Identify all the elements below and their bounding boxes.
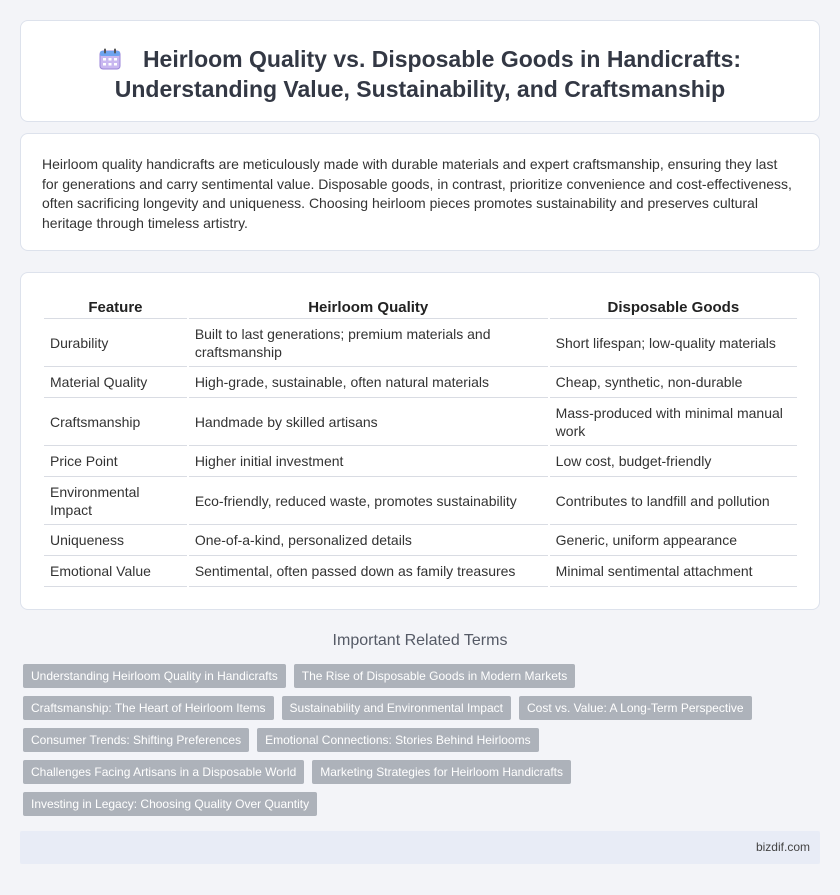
intro-paragraph: Heirloom quality handicrafts are meticulously made with durable materials and expert craftsmanship, ensuring they last for generations and carry sentimental value. Disposable goods, in contrast, prioritize convenience and cost-effectiveness, often sacrificing longevity and uniqueness. Choosing heirloom pieces promotes sustainability and preserves cultural heritage through timeless artistry. (42, 156, 792, 231)
heirloom-cell: High-grade, sustainable, often natural materials (189, 367, 548, 398)
feature-cell: Emotional Value (44, 556, 187, 587)
heirloom-cell: One-of-a-kind, personalized details (189, 525, 548, 556)
table-row (44, 525, 797, 556)
feature-cell: Material Quality (44, 367, 187, 398)
related-term-tag[interactable]: Cost vs. Value: A Long-Term Perspective (519, 696, 752, 720)
related-term-tag[interactable]: Challenges Facing Artisans in a Disposable World (23, 760, 304, 784)
title-card (20, 20, 820, 122)
title-line-2: Understanding Value, Sustainability, and Craftsmanship (114, 76, 726, 102)
feature-cell: Durability (44, 319, 187, 367)
title-line-1: Heirloom Quality vs. Disposable Goods in Handicrafts: (142, 46, 742, 72)
comparison-table (42, 296, 799, 587)
disposable-cell: Low cost, budget-friendly (550, 446, 797, 477)
heirloom-cell: Built to last generations; premium materials and craftsmanship (189, 319, 548, 367)
intro-card (20, 133, 820, 251)
related-term-tag[interactable]: Investing in Legacy: Choosing Quality Over Quantity (23, 792, 317, 816)
heirloom-cell: Handmade by skilled artisans (189, 398, 548, 446)
footer-site-link[interactable]: bizdif.com (755, 840, 810, 854)
table-header-row (44, 296, 797, 319)
header-heirloom: Heirloom Quality (189, 296, 548, 319)
table-row (44, 556, 797, 587)
table-row (44, 367, 797, 398)
feature-cell: Price Point (44, 446, 187, 477)
feature-cell: Uniqueness (44, 525, 187, 556)
header-feature: Feature (44, 296, 187, 319)
related-term-tag[interactable]: Emotional Connections: Stories Behind Heirlooms (257, 728, 538, 752)
related-term-tag[interactable]: Consumer Trends: Shifting Preferences (23, 728, 249, 752)
disposable-cell: Minimal sentimental attachment (550, 556, 797, 587)
related-term-tag[interactable]: The Rise of Disposable Goods in Modern Markets (294, 664, 575, 688)
related-term-tag[interactable]: Craftsmanship: The Heart of Heirloom Items (23, 696, 274, 720)
disposable-cell: Mass-produced with minimal manual work (550, 398, 797, 446)
calendar-icon (99, 48, 121, 70)
table-row (44, 319, 797, 367)
related-terms-list (23, 664, 813, 824)
disposable-cell: Generic, uniform appearance (550, 525, 797, 556)
heirloom-cell: Higher initial investment (189, 446, 548, 477)
related-term-tag[interactable]: Sustainability and Environmental Impact (282, 696, 511, 720)
disposable-cell: Short lifespan; low-quality materials (550, 319, 797, 367)
page-title (61, 44, 779, 104)
feature-cell: Craftsmanship (44, 398, 187, 446)
disposable-cell: Cheap, synthetic, non-durable (550, 367, 797, 398)
related-terms-heading: Important Related Terms (332, 632, 508, 649)
table-row (44, 398, 797, 446)
disposable-cell: Contributes to landfill and pollution (550, 477, 797, 525)
table-row (44, 446, 797, 477)
heirloom-cell: Eco-friendly, reduced waste, promotes sustainability (189, 477, 548, 525)
related-term-tag[interactable]: Understanding Heirloom Quality in Handicrafts (23, 664, 286, 688)
footer (20, 831, 820, 864)
feature-cell: Environmental Impact (44, 477, 187, 525)
heirloom-cell: Sentimental, often passed down as family treasures (189, 556, 548, 587)
comparison-card (20, 272, 820, 610)
related-term-tag[interactable]: Marketing Strategies for Heirloom Handicrafts (312, 760, 571, 784)
table-row (44, 477, 797, 525)
header-disposable: Disposable Goods (550, 296, 797, 319)
